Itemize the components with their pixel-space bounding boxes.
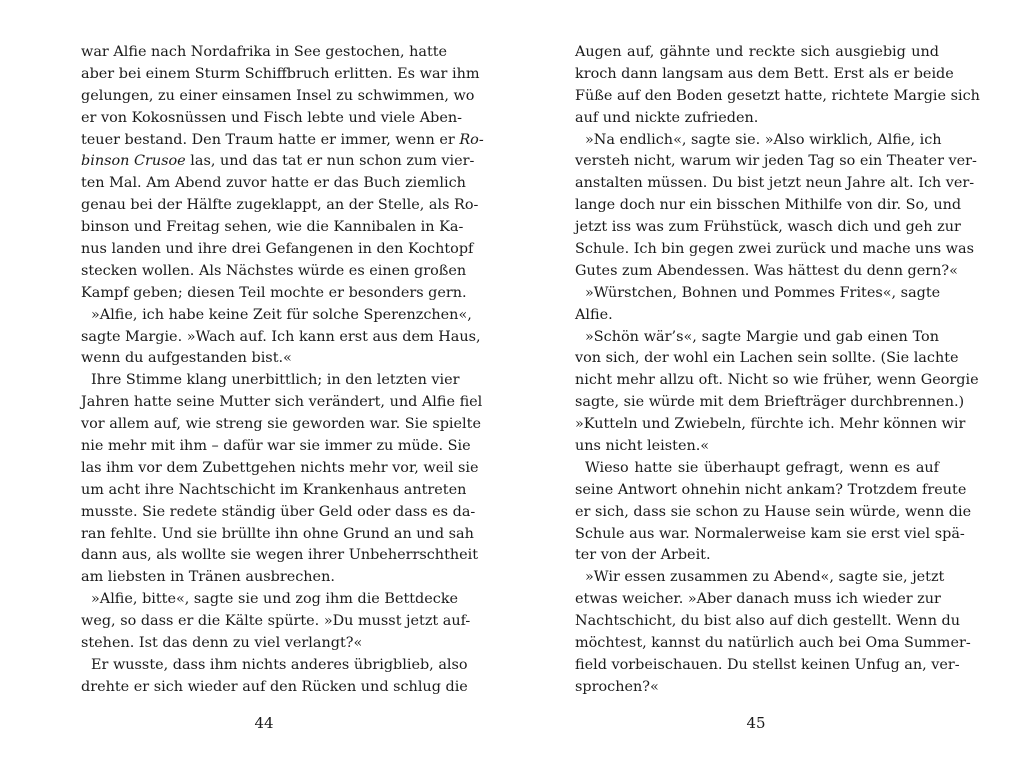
- text-line: er von Kokosnüssen und Fisch lebte und viele Aben-: [81, 109, 462, 126]
- text-line: jetzt iss was zum Frühstück, wasch dich und geh zur: [575, 219, 961, 236]
- text-line: um acht ihre Nachtschicht im Krankenhaus antreten: [81, 481, 467, 498]
- text-line: anstalten müssen. Du bist jetzt neun Jahre alt. Ich ver-: [575, 175, 975, 192]
- text-line: nicht mehr allzu oft. Nicht so wie früher, wenn Georgie: [575, 372, 979, 389]
- text-line: Schule aus war. Normalerweise kam sie erst viel spä-: [575, 525, 965, 542]
- text-line: »Na endlich«, sagte sie. »Also wirklich, Alfie, ich: [585, 131, 942, 148]
- text-line: nus landen und ihre drei Gefangenen in den Kochtopf: [81, 241, 474, 258]
- page-number-left: 44: [254, 714, 274, 732]
- text-line: sprochen?«: [575, 678, 659, 695]
- text-line: Füße auf den Boden gesetzt hatte, richtete Margie sich: [575, 87, 980, 104]
- text-line: dann aus, als wollte sie wegen ihrer Unbeherrschtheit: [81, 547, 479, 564]
- text-line: »Alfie, bitte«, sagte sie und zog ihm die Bettdecke: [91, 591, 459, 608]
- text-line: gelungen, zu einer einsamen Insel zu schwimmen, wo: [81, 87, 475, 104]
- text-line: etwas weicher. »Aber danach muss ich wieder zur: [575, 591, 941, 608]
- text-line: Augen auf, gähnte und reckte sich ausgiebig und: [575, 44, 939, 60]
- text-line: drehte er sich wieder auf den Rücken und schlug die: [81, 678, 468, 695]
- text-line: wenn du aufgestanden bist.«: [81, 350, 292, 367]
- text-line: genau bei der Hälfte zugeklappt, an der Stelle, als Ro-: [81, 197, 479, 214]
- text-line: ran fehlte. Und sie brüllte ihn ohne Grund an und sah: [81, 525, 474, 542]
- text-line: aber bei einem Sturm Schiffbruch erlitten. Es war ihm: [81, 65, 480, 82]
- text-line: Ihre Stimme klang unerbittlich; in den letzten vier: [91, 372, 460, 389]
- text-line: binson und Freitag sehen, wie die Kannibalen in Ka-: [81, 219, 464, 236]
- text-line: Er wusste, dass ihm nichts anderes übrigblieb, also: [91, 656, 468, 673]
- text-line: Jahren hatte seine Mutter sich verändert, und Alfie fiel: [81, 394, 483, 411]
- text-line: auf und nickte zufrieden.: [575, 109, 759, 126]
- text-line: am liebsten in Tränen ausbrechen.: [81, 569, 335, 586]
- left-page: [81, 42, 484, 699]
- text-line: er sich, dass sie schon zu Hause sein würde, wenn die: [575, 503, 972, 520]
- text-line: versteh nicht, warum wir jeden Tag so ein Theater ver-: [575, 153, 977, 170]
- text-line: stehen. Ist das denn zu viel verlangt?«: [81, 635, 363, 652]
- text-line: »Alfie, ich habe keine Zeit für solche Sperenzchen«,: [91, 306, 472, 323]
- text-line: von sich, der wohl ein Lachen sein sollte. (Sie lachte: [575, 350, 959, 367]
- text-line: seine Antwort ohnehin nicht ankam? Trotzdem freute: [575, 481, 967, 498]
- text-line: weg, so dass er die Kälte spürte. »Du musst jetzt auf-: [81, 613, 471, 630]
- text-line: »Kutteln und Zwiebeln, fürchte ich. Mehr können wir: [575, 416, 966, 433]
- text-line: Nachtschicht, du bist also auf dich gestellt. Wenn du: [575, 613, 961, 630]
- text-line: ten Mal. Am Abend zuvor hatte er das Buch ziemlich: [81, 175, 466, 192]
- book-title-italic: Ro-: [459, 131, 484, 148]
- text-line: möchtest, kannst du natürlich auch bei Oma Summer-: [575, 635, 971, 652]
- text-line: lange doch nur ein bisschen Mithilfe von dir. So, und: [575, 197, 962, 214]
- book-title-italic: binson Crusoe: [81, 153, 186, 170]
- text-line: binson Crusoe las, und das tat er nun schon zum vier-: [81, 153, 475, 170]
- text-line: nie mehr mit ihm – dafür war sie immer zu müde. Sie: [81, 438, 471, 455]
- text-line: Wieso hatte sie überhaupt gefragt, wenn es auf: [585, 459, 939, 476]
- text-line: stecken wollen. Als Nächstes würde es einen großen: [81, 262, 467, 279]
- text-line: kroch dann langsam aus dem Bett. Erst als er beide: [575, 65, 954, 82]
- text-line: las ihm vor dem Zubettgehen nichts mehr vor, weil sie: [81, 459, 479, 476]
- text-line: »Schön wär’s«, sagte Margie und gab einen Ton: [585, 328, 939, 345]
- text-line: uns nicht leisten.«: [575, 438, 710, 455]
- text-line: field vorbeischauen. Du stellst keinen Unfug an, ver-: [575, 656, 960, 673]
- text-line: Gutes zum Abendessen. Was hättest du denn gern?«: [575, 262, 958, 279]
- text-line: sagte Margie. »Wach auf. Ich kann erst aus dem Haus,: [81, 328, 481, 345]
- text-line: sagte, sie würde mit dem Briefträger durchbrennen.): [575, 394, 965, 411]
- text-line: »Wir essen zusammen zu Abend«, sagte sie, jetzt: [585, 569, 945, 586]
- text-line: Schule. Ich bin gegen zwei zurück und mache uns was: [575, 241, 974, 258]
- right-page: [575, 42, 980, 699]
- text-line: teuer bestand. Den Traum hatte er immer, wenn er Ro-: [81, 131, 484, 148]
- text-line: musste. Sie redete ständig über Geld oder dass es da-: [81, 503, 476, 520]
- page-number-right: 45: [746, 714, 766, 732]
- text-line: Alfie.: [575, 306, 613, 323]
- text-line: Kampf geben; diesen Teil mochte er besonders gern.: [81, 284, 467, 301]
- text-line: war Alfie nach Nordafrika in See gestochen, hatte: [81, 44, 448, 60]
- text-line: »Würstchen, Bohnen und Pommes Frites«, sagte: [585, 284, 941, 301]
- text-line: ter von der Arbeit.: [575, 547, 711, 564]
- text-line: vor allem auf, wie streng sie geworden war. Sie spielte: [81, 416, 481, 433]
